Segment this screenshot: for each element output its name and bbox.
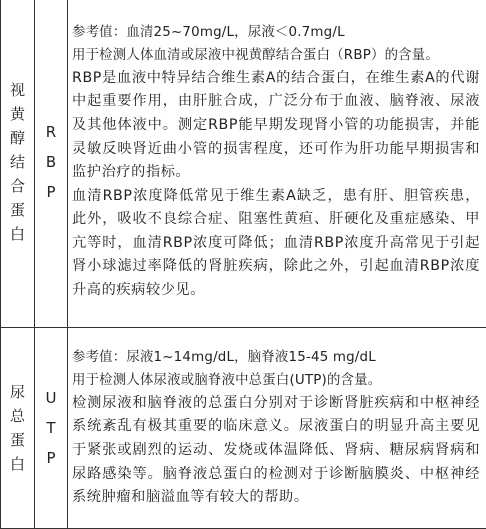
reference-values: 参考值：血清25~70mg/L，尿液＜0.7mg/L <box>72 22 480 44</box>
test-name-cell <box>1 328 35 529</box>
test-abbr-cell <box>35 328 68 529</box>
table-row-rbp <box>1 0 486 328</box>
test-description-cell <box>68 0 486 328</box>
description-paragraph: 检测尿液和脑脊液的总蛋白分别对于诊断肾脏疾病和中枢神经系统紊乱有极其重要的临床意义。尿液蛋白的明显升高主要见于紧张或剧烈的运动、发烧或体温降低、肾病、糖尿病肾病和尿路感染等。脑脊液总蛋白的检测对于诊断脑膜炎、中枢神经系统肿瘤和脑溢血等有较大的帮助。 <box>72 392 480 510</box>
test-description-cell <box>68 328 486 529</box>
test-name-cell <box>1 0 35 328</box>
test-purpose: 用于检测人体血清或尿液中视黄醇结合蛋白（RBP）的含量。 <box>72 45 480 67</box>
test-purpose: 用于检测人体尿液或脑脊液中总蛋白(UTP)的含量。 <box>72 370 480 392</box>
reference-values: 参考值：尿液1~14mg/dL，脑脊液15-45 mg/dL <box>72 347 480 369</box>
test-abbr: RBP <box>42 117 60 207</box>
description-paragraph: RBP是血液中特异结合维生素A的结合蛋白，在维生素A的代谢中起重要作用，由肝脏合成，广泛分布于血液、脑脊液、尿液及其他体液中。测定RBP能早期发现肾小管的功能损害，并能灵敏反映肾近曲小管的损害程度，还可作为肝功能早期损害和监护治疗的指标。 <box>72 67 480 185</box>
test-abbr-cell <box>35 0 68 328</box>
test-name: 视黄醇结合蛋白 <box>9 78 27 246</box>
test-name: 尿总蛋白 <box>9 380 27 476</box>
description-paragraph: 血清RBP浓度降低常见于维生素A缺乏，患有肝、胆管疾患，此外，吸收不良综合症、阻塞性黄疸、肝硬化及重症感染、甲亢等时，血清RBP浓度可降低；血清RBP浓度升高常见于引起肾小球滤过率降低的肾脏疾病，除此之外，引起血清RBP浓度升高的疾病较少见。 <box>72 185 480 303</box>
table-row-utp <box>1 328 486 529</box>
test-abbr: UTP <box>42 383 60 473</box>
